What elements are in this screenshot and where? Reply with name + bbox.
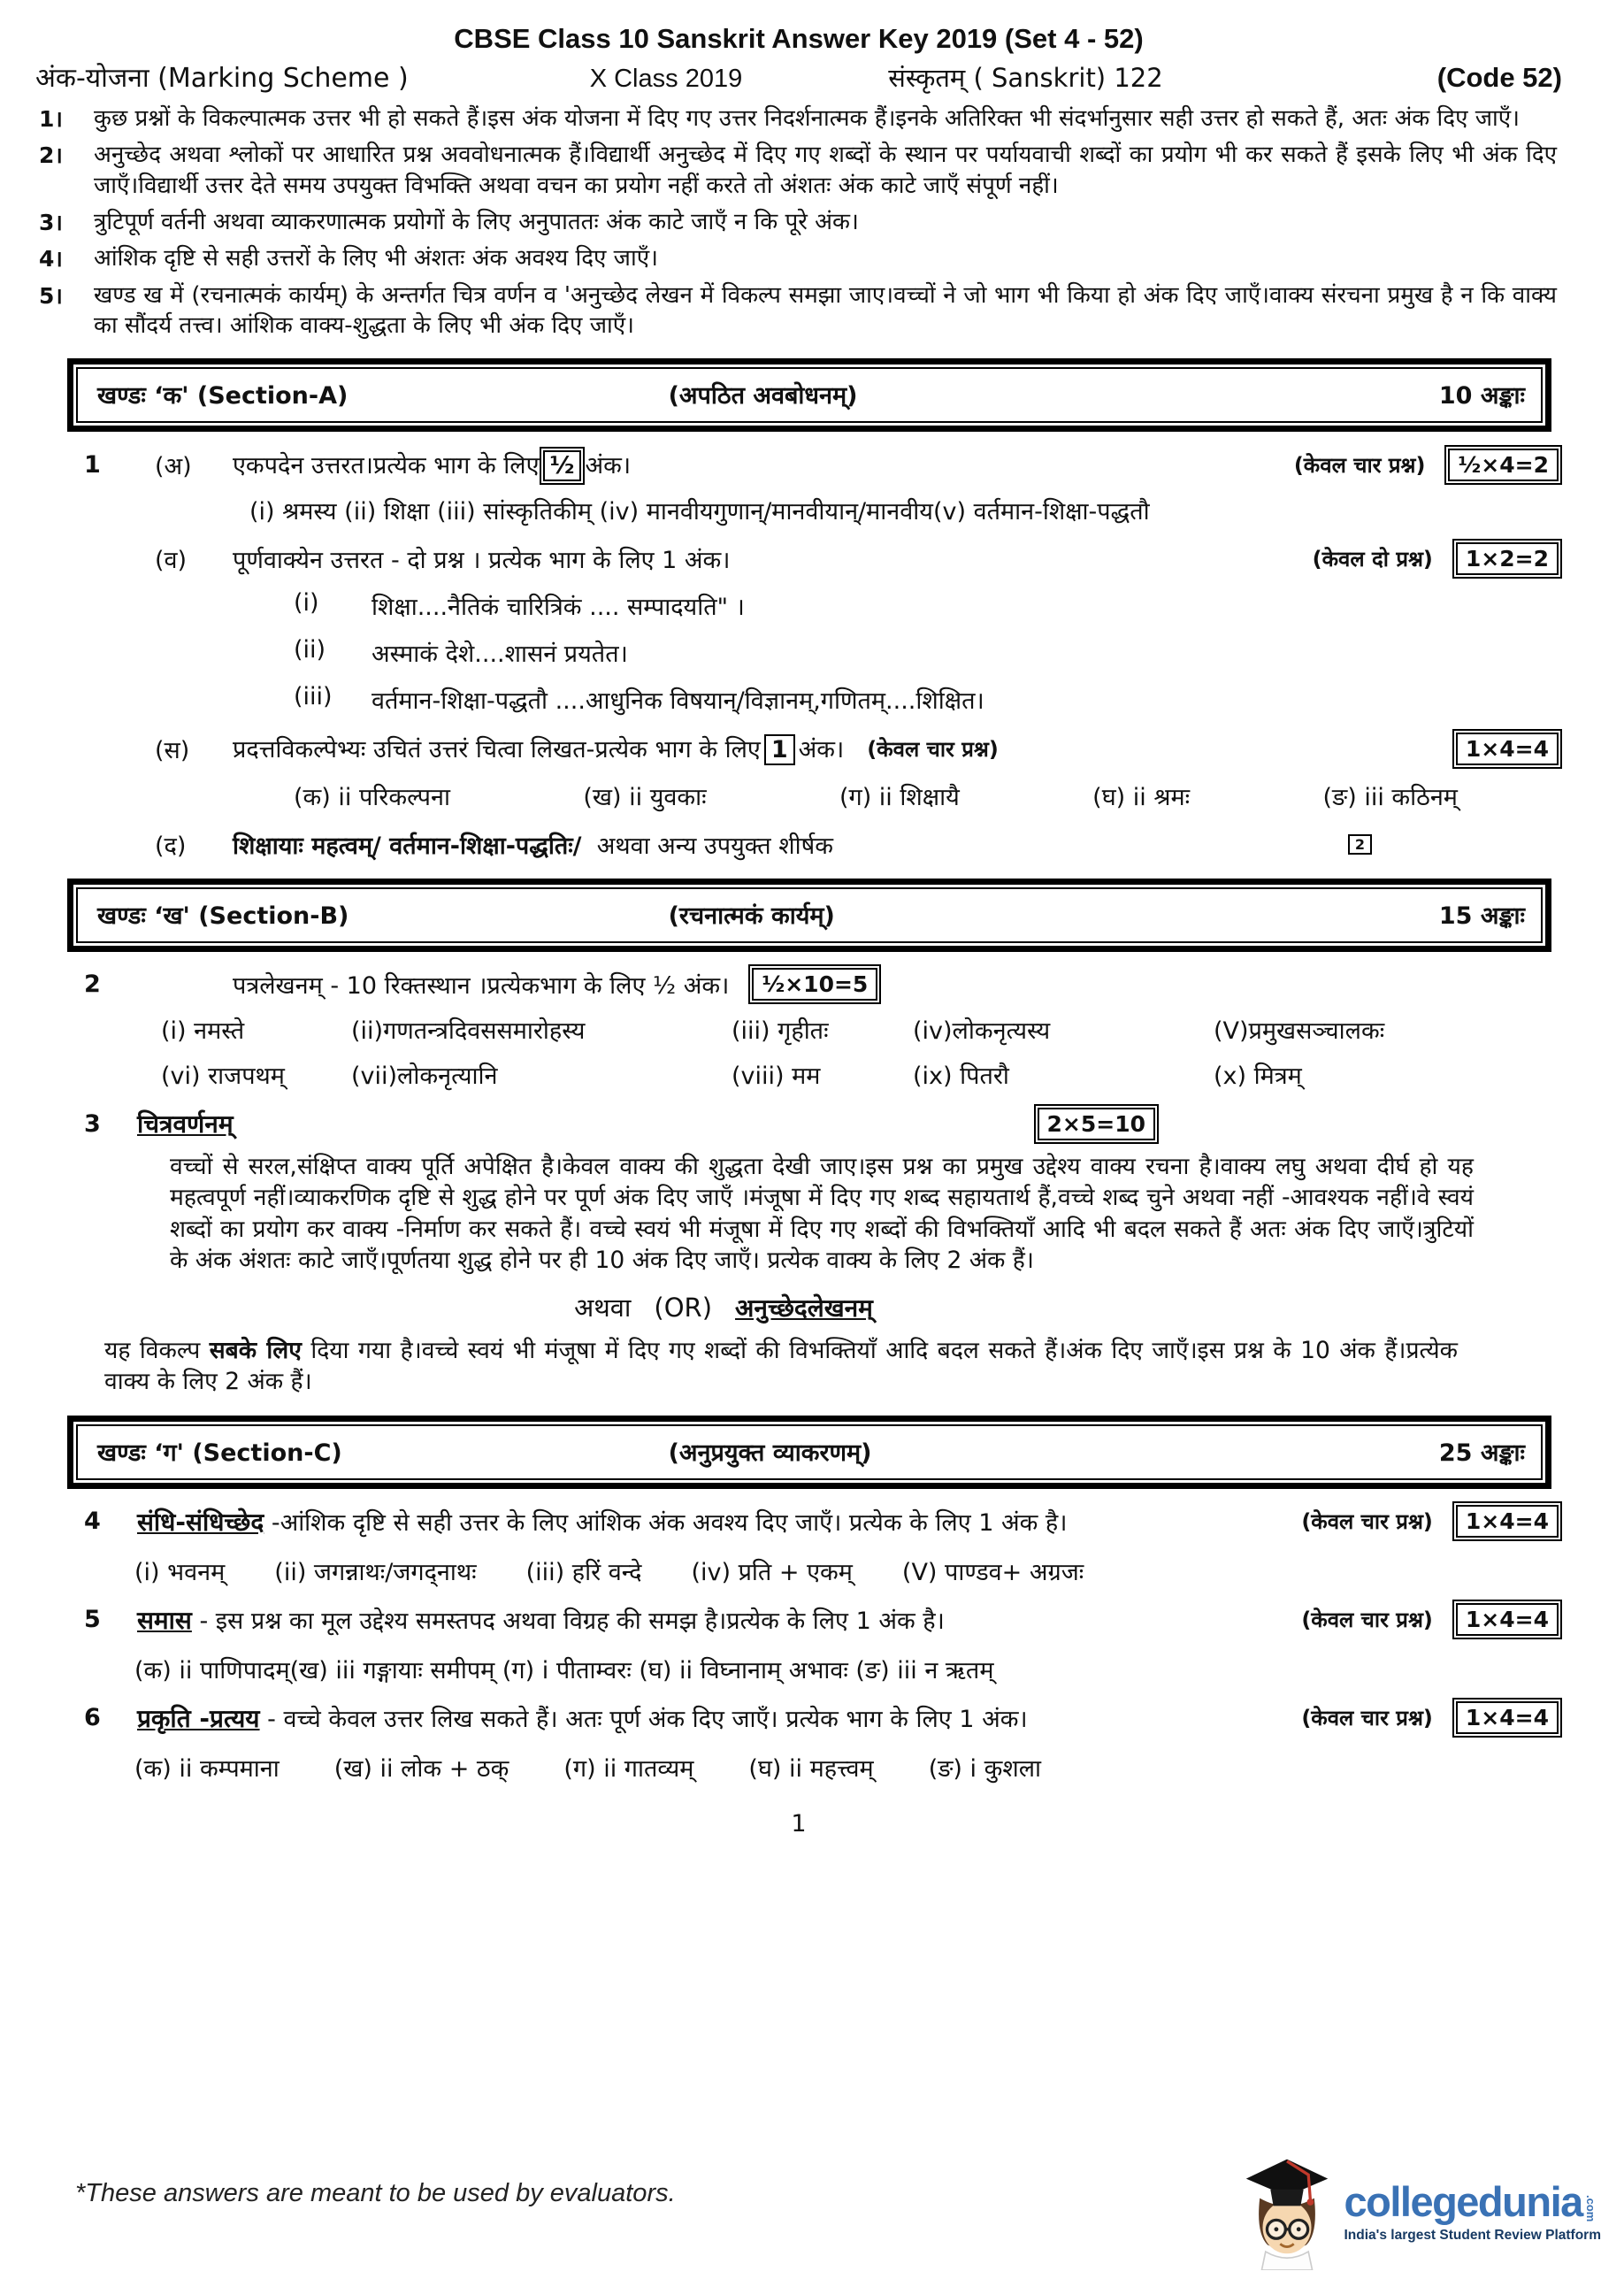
only-four-questions-note: (केवल चार प्रश्न) [1301, 1509, 1433, 1535]
q3-row [35, 1107, 1562, 1140]
q2-answers-row-1 [161, 1013, 1562, 1046]
note-number: 4। [39, 246, 63, 272]
answer-option: (घ) ii श्रमः [1092, 784, 1191, 812]
section-c-header-inner [76, 1424, 1543, 1480]
section-b-subtitle: (रचनात्मकं कार्यम्) [668, 902, 835, 931]
paragraph-writing-title: अनुच्छेदलेखनम् [735, 1293, 873, 1324]
part-text: शिक्षायाः महत्वम्/ वर्तमान-शिक्षा-पद्धतिः/ अथवा अन्य उपयुक्त शीर्षक [233, 833, 833, 861]
question-number: 3 [84, 1109, 101, 1138]
section-a-header-inner [76, 367, 1543, 423]
part-label: (अ) [155, 452, 192, 480]
only-four-questions-note: (केवल चार प्रश्न) [1301, 1608, 1433, 1633]
question-number: 4 [84, 1508, 101, 1536]
answer-option: (vii)लोकनृत्यानि [351, 1063, 498, 1091]
logo-text-block [1344, 2177, 1601, 2244]
answer-option: (ङ) i कुशला [928, 1754, 1042, 1783]
q1-part-a-answers: (i) श्रमस्य (ii) शिक्षा (iii) सांस्कृतिकीम् (iv) मानवीयगुणान्/मानवीयान्/मानवीय(v) वर्तमान-शिक्षा-पद्धतौ [249, 498, 1150, 526]
q1-b-item-3 [35, 683, 1562, 716]
item-text: वर्तमान-शिक्षा-पद्धतौ ....आधुनिक विषयान्/विज्ञानम्,गणितम्....शिक्षित। [372, 687, 984, 716]
item-text: शिक्षा....नैतिकं चारित्रिकं .... सम्पादयति" । [372, 594, 745, 622]
answer-option: (ix) पितरौ [913, 1063, 1009, 1091]
q1-b-item-2 [35, 636, 1562, 669]
item-label: (ii) [294, 636, 326, 664]
section-c-header [67, 1416, 1551, 1489]
q1-b-item-1 [35, 589, 1562, 622]
q5-row [35, 1603, 1562, 1637]
section-b-title: खण्डः ‘ख' (Section-B) [97, 902, 349, 931]
section-a-header [67, 358, 1551, 432]
marks-box: ½×10=5 [752, 968, 877, 1001]
answer-option: (vi) राजपथम् [161, 1063, 285, 1091]
answer-option: (ख) ii युवकाः [583, 784, 707, 812]
note-number: 3। [39, 209, 63, 235]
question-text: प्रकृति -प्रत्यय - वच्चे केवल उत्तर लिख सकते हैं। अतः पूर्ण अंक दिए जाएँ। प्रत्येक भाग के लिए 1 अंक। [137, 1703, 1028, 1733]
q3-title: चित्रवर्णनम् [137, 1109, 234, 1140]
q5-answers: (क) ii पाणिपादम्(ख) iii गङ्गायाः समीपम् (ग) i पीताम्वरः (घ) ii विघ्नानाम् अभावः (ङ) iii न ऋतम् [134, 1656, 994, 1684]
question-text: संधि-संधिच्छेद -आंशिक दृष्टि से सही उत्तर के लिए आंशिक अंक अवश्य दिए जाएँ। प्रत्येक के लिए 1 अंक है। [137, 1507, 1068, 1537]
note-item-1 [35, 104, 1562, 134]
answer-option: (V) पाण्डव+ अग्रजः [901, 1558, 1084, 1586]
question-number: 1 [84, 450, 101, 479]
section-c-marks: 25 अङ्काः [1438, 1439, 1525, 1467]
athva-label: अथवा [574, 1293, 632, 1324]
logo-wordmark: collegedunia .com [1344, 2177, 1597, 2225]
answer-option: (iv)लोकनृत्यस्य [913, 1017, 1051, 1046]
note-item-3 [35, 207, 1562, 237]
section-a-marks: 10 अङ्काः [1438, 382, 1525, 411]
item-label: (iii) [294, 683, 333, 711]
note-text: अनुच्छेद अथवा श्लोकों पर आधारित प्रश्न अववोधनात्मक हैं।विद्यार्थी अनुच्छेद में दिए गए शब्दों के स्थान पर पर्यायवाची शब्दों का प्रयोग भी कर सकते हैं इसके लिए भी अंक दिए जाएँ।विद्यार्थी उत्तर देते समय उपयुक्त विभक्ति अथवा वचन का प्रयोग नहीं करते तो अंशतः अंक काटे जाएँ संपूर्ण नहीं। [94, 142, 1557, 199]
part-label: (व) [155, 547, 188, 575]
answer-option: (i) नमस्ते [161, 1017, 245, 1046]
subtitle-row [35, 58, 1562, 95]
note-text: त्रुटिपूर्ण वर्तनी अथवा व्याकरणात्मक प्रयोगों के लिए अनुपाततः अंक काटे जाएँ न कि पूरे अंक। [94, 208, 859, 235]
marks-box: 1×4=4 [1456, 733, 1559, 765]
question-text: पत्रलेखनम् - 10 रिक्तस्थान ।प्रत्येकभाग के लिए ½ अंक। [233, 972, 730, 1001]
page-number: 1 [791, 1809, 807, 1838]
marks-box: 1×4=4 [1456, 1603, 1559, 1636]
section-c-title: खण्डः ‘ग' (Section-C) [97, 1439, 342, 1467]
subject-label: संस्कृतम् ( Sanskrit) 122 [888, 63, 1163, 93]
page-title: CBSE Class 10 Sanskrit Answer Key 2019 (Set 4 - 52) [454, 23, 1144, 54]
q2-row [35, 968, 1562, 1001]
q4-answers [134, 1554, 1562, 1587]
only-four-questions-note: (केवल चार प्रश्न) [1293, 452, 1426, 478]
note-text: आंशिक दृष्टि से सही उत्तरों के लिए भी अंशतः अंक अवश्य दिए जाएँ। [94, 245, 658, 272]
marks-box: 1×4=4 [1456, 1505, 1559, 1538]
logo-tagline: India's largest Student Review Platform [1344, 2227, 1601, 2243]
answer-option: (क) ii परिकल्पना [294, 784, 450, 812]
question-number: 6 [84, 1704, 101, 1732]
question-text: समास - इस प्रश्न का मूल उद्देश्य समस्तपद अथवा विग्रह की समझ है।प्रत्येक के लिए 1 अंक है। [137, 1605, 945, 1635]
section-b-header [67, 879, 1551, 952]
question-number: 5 [84, 1606, 101, 1634]
answer-option: (ख) ii लोक + ठक् [333, 1754, 509, 1783]
answer-option: (ङ) iii कठिनम् [1322, 784, 1458, 812]
answer-option: (iii) गृहीतः [732, 1017, 829, 1046]
q1-part-b-row [35, 542, 1562, 575]
q6-row [35, 1701, 1562, 1735]
q1-part-a-row [35, 448, 1562, 481]
class-label: X Class 2019 [589, 65, 743, 93]
answer-option: (x) मित्रम् [1214, 1063, 1302, 1091]
q1-part-d-row [35, 828, 1562, 861]
two-marks-box: 2 [1348, 834, 1372, 855]
marks-box: 1×2=2 [1456, 542, 1559, 575]
collegedunia-logo [1237, 2153, 1601, 2270]
q6-answers [134, 1751, 1562, 1784]
answer-option: (ग) ii शिक्षायै [839, 784, 960, 812]
answer-option: (ग) ii गातव्यम् [563, 1754, 694, 1783]
section-b-header-inner [76, 887, 1543, 943]
part-text: पूर्णवाक्येन उत्तरत - दो प्रश्न । प्रत्येक भाग के लिए 1 अंक। [233, 547, 731, 575]
answer-option: (क) ii कम्पमाना [134, 1754, 280, 1783]
answer-option: (ii)गणतन्त्रदिवससमारोहस्य [351, 1017, 586, 1046]
one-mark-box: 1 [764, 734, 795, 765]
answer-option: (i) भवनम् [134, 1558, 226, 1586]
note-item-4 [35, 243, 1562, 273]
section-b-marks: 15 अङ्काः [1438, 902, 1525, 931]
half-mark-box: ½ [543, 450, 582, 481]
or-label: (OR) [654, 1293, 713, 1324]
note-number: 1। [39, 106, 63, 132]
note-number: 2। [39, 142, 63, 169]
only-two-questions-note: (केवल दो प्रश्न) [1312, 547, 1433, 572]
mascot-icon [1237, 2153, 1337, 2270]
marks-box: 1×4=4 [1456, 1701, 1559, 1734]
note-item-2 [35, 140, 1562, 201]
general-notes [35, 104, 1562, 341]
item-label: (i) [294, 589, 319, 618]
part-label: (स) [155, 736, 190, 764]
note-text: खण्ड ख में (रचनात्मकं कार्यम्) के अन्तर्गत चित्र वर्णन व 'अनुच्छेद लेखन में विकल्प समझा जाए।वच्चों ने जो भाग भी किया हो अंक दिए जाएँ।वाक्य संरचना प्रमुख है न कि वाक्य का सौंदर्य तत्त्व। आंशिक वाक्य-शुद्धता के लिए भी अंक दिए जाएँ। [94, 281, 1557, 339]
q1-part-c-answers [294, 779, 1458, 812]
answer-option: (V)प्रमुखसञ्चालकः [1214, 1017, 1385, 1046]
section-c-subtitle: (अनुप्रयुक्त व्याकरणम्) [668, 1439, 872, 1467]
answer-option: (ii) जगन्नाथः/जगद्नाथः [274, 1558, 477, 1586]
marks-box: ½×4=2 [1448, 449, 1559, 481]
marks-box: 2×5=10 [1038, 1108, 1155, 1140]
note-number: 5। [39, 282, 63, 309]
note-item-5 [35, 280, 1562, 341]
part-text: प्रदत्तविकल्पेभ्यः उचितं उत्तरं चित्वा लिखत-प्रत्येक भाग के लिए 1 अंक। [233, 736, 845, 764]
only-four-questions-note: (केवल चार प्रश्न) [867, 736, 999, 762]
answer-option: (viii) मम [732, 1063, 821, 1091]
item-text: अस्माकं देशे....शासनं प्रयतेत। [372, 641, 628, 669]
answer-option: (iv) प्रति + एकम् [691, 1558, 853, 1586]
evaluator-note: *These answers are meant to be used by evaluators. [75, 2179, 676, 2207]
q2-answers-row-2 [161, 1058, 1562, 1091]
q3-instructions: वच्चों से सरल,संक्षिप्त वाक्य पूर्ति अपेक्षित है।केवल वाक्य की शुद्धता देखी जाए।इस प्रश्न का प्रमुख उद्देश्य वाक्य रचना है।वाक्य लघु अथवा दीर्घ हो यह महत्वपूर्ण नहीं।व्याकरणिक दृष्टि से शुद्ध होने पर पूर्ण अंक दिए जाएँ ।मंजूषा में दिए गए शब्द सहायतार्थ हैं,वच्चे शब्द चुने अथवा नहीं -आवश्यक नहीं।वे स्वयं शब्दों का प्रयोग कर वाक्य -निर्माण कर सकते हैं। वच्चे स्वयं भी मंजूषा में दिए गए शब्दों की विभक्तियाँ आदि भी बदल सकते हैं अतः अंक दिए जाएँ।त्रुटियों के अंक अंशतः काटे जाएँ।पूर्णतया शुद्ध होने पर ही 10 अंक दिए जाएँ। प्रत्येक वाक्य के लिए 2 अंक हैं। [170, 1153, 1474, 1274]
part-text: एकपदेन उत्तरत।प्रत्येक भाग के लिए ½ अंक। [233, 452, 632, 480]
q4-row [35, 1505, 1562, 1539]
q1-part-c-row [35, 732, 1562, 765]
marking-scheme-label: अंक-योजना (Marking Scheme ) [35, 63, 409, 94]
part-label: (द) [155, 833, 187, 861]
q3-or-instructions: यह विकल्प सबके लिए दिया गया है।वच्चे स्वयं भी मंजूषा में दिए गए शब्दों की विभक्तियाँ आदि बदल सकते हैं।अंक दिए जाएँ।इस प्रश्न के 10 अंक हैं।प्रत्येक वाक्य के लिए 2 अंक हैं। [104, 1337, 1458, 1396]
section-a-title: खण्डः ‘क' (Section-A) [97, 382, 349, 411]
note-text: कुछ प्रश्नों के विकल्पात्मक उत्तर भी हो सकते हैं।इस अंक योजना में दिए गए उत्तर निदर्शनात्मक हैं।इनके अतिरिक्त भी संदर्भानुसार सही उत्तर हो सकते हैं, अतः अंक दिए जाएँ। [94, 105, 1520, 132]
answer-option: (iii) हरिं वन्दे [525, 1558, 642, 1586]
only-four-questions-note: (केवल चार प्रश्न) [1301, 1706, 1433, 1731]
question-number: 2 [84, 971, 101, 999]
logo-domain: .com [1583, 2195, 1597, 2222]
section-a-subtitle: (अपठित अवबोधनम्) [668, 382, 858, 411]
answer-option: (घ) ii महत्त्वम् [748, 1754, 874, 1783]
q3-or-line [0, 1290, 1487, 1324]
code-label: (Code 52) [1436, 62, 1562, 93]
